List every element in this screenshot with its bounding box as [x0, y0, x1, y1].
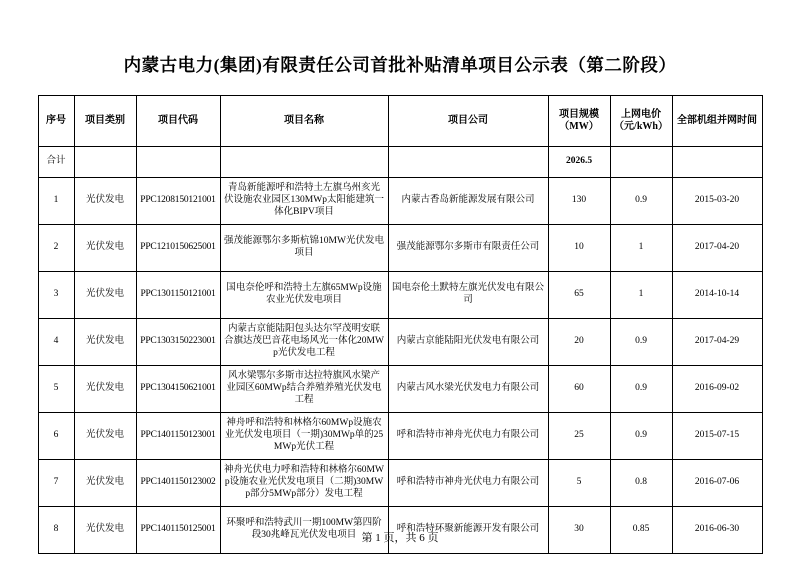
cell-price: 1	[610, 272, 672, 319]
cell-grid-date: 2016-09-02	[672, 366, 762, 413]
total-label: 合计	[38, 147, 74, 178]
column-header-name: 项目名称	[220, 96, 388, 147]
cell-seq: 8	[38, 507, 74, 554]
cell-scale: 30	[548, 507, 610, 554]
column-header-scale-main: 项目规模	[559, 108, 599, 120]
cell-code: PPC1210150625001	[136, 225, 220, 272]
cell-code: PPC1401150123002	[136, 460, 220, 507]
cell-company: 内蒙古京能陆阳光伏发电有限公司	[388, 319, 548, 366]
cell-company: 内蒙古香岛新能源发展有限公司	[388, 178, 548, 225]
cell-price: 0.9	[610, 178, 672, 225]
cell-category: 光伏发电	[74, 413, 136, 460]
cell-seq: 3	[38, 272, 74, 319]
table-row	[38, 460, 762, 507]
cell-code: PPC1301150121001	[136, 272, 220, 319]
cell-name: 风水梁鄂尔多斯市达拉特旗风水梁产业园区60MWp结合养殖养殖光伏发电工程	[220, 366, 388, 413]
cell-price: 0.9	[610, 366, 672, 413]
table-row	[38, 178, 762, 225]
table-row	[38, 366, 762, 413]
cell-grid-date: 2017-04-29	[672, 319, 762, 366]
cell-scale: 130	[548, 178, 610, 225]
cell-category: 光伏发电	[74, 272, 136, 319]
cell-name: 强茂能源鄂尔多斯杭锦10MW光伏发电项目	[220, 225, 388, 272]
cell-company: 呼和浩特市神舟光伏电力有限公司	[388, 460, 548, 507]
cell-price: 0.9	[610, 319, 672, 366]
cell-price: 0.85	[610, 507, 672, 554]
cell-price: 0.8	[610, 460, 672, 507]
cell-seq: 4	[38, 319, 74, 366]
cell-seq: 1	[38, 178, 74, 225]
cell-price: 0.9	[610, 413, 672, 460]
cell-name: 青岛新能源呼和浩特土左旗乌州亥光伏设施农业园区130MWp太阳能建筑一体化BIPV项目	[220, 178, 388, 225]
cell-code: PPC1208150121001	[136, 178, 220, 225]
cell-seq: 6	[38, 413, 74, 460]
table-header-row	[38, 96, 762, 147]
cell-price: 1	[610, 225, 672, 272]
cell-seq: 5	[38, 366, 74, 413]
page-title: 内蒙古电力(集团)有限责任公司首批补贴清单项目公示表（第二阶段）	[123, 55, 677, 75]
cell-grid-date: 2016-07-06	[672, 460, 762, 507]
cell-code: PPC1304150621001	[136, 366, 220, 413]
cell-code: PPC1401150125001	[136, 507, 220, 554]
cell-code: PPC1401150123001	[136, 413, 220, 460]
cell-name: 神舟光伏电力呼和浩特和林格尔60MWp设施农业光伏发电项目（二期)30MWp部分5MWp部分）发电工程	[220, 460, 388, 507]
cell-name: 国电奈伦呼和浩特土左旗65MWp设施农业光伏发电项目	[220, 272, 388, 319]
cell-code: PPC1303150223001	[136, 319, 220, 366]
cell-scale: 25	[548, 413, 610, 460]
column-header-scale	[548, 96, 610, 147]
table-body	[38, 147, 762, 554]
table-row	[38, 319, 762, 366]
column-header-scale-unit: （MW）	[559, 121, 599, 132]
cell-company: 强茂能源鄂尔多斯市有限责任公司	[388, 225, 548, 272]
column-header-grid-date: 全部机组并网时间	[672, 96, 762, 147]
cell-company: 内蒙古风水梁光伏发电力有限公司	[388, 366, 548, 413]
column-header-code: 项目代码	[136, 96, 220, 147]
cell-grid-date: 2015-03-20	[672, 178, 762, 225]
cell-category: 光伏发电	[74, 366, 136, 413]
cell-company: 呼和浩特市神舟光伏电力有限公司	[388, 413, 548, 460]
cell-category: 光伏发电	[74, 460, 136, 507]
cell-seq: 7	[38, 460, 74, 507]
total-grid-date	[672, 147, 762, 178]
cell-name: 内蒙古京能陆阳包头达尔罕茂明安联合旗达茂巴音花电场风光一体化20MWp光伏发电工程	[220, 319, 388, 366]
total-category	[74, 147, 136, 178]
total-scale: 2026.5	[548, 147, 610, 178]
cell-category: 光伏发电	[74, 178, 136, 225]
column-header-price-main: 上网电价	[621, 108, 661, 120]
cell-name: 环聚呼和浩特武川一期100MW第四阶段30兆峰瓦光伏发电项目	[220, 507, 388, 554]
cell-company: 呼和浩特环聚新能源开发有限公司	[388, 507, 548, 554]
cell-scale: 20	[548, 319, 610, 366]
total-name	[220, 147, 388, 178]
cell-scale: 5	[548, 460, 610, 507]
total-code	[136, 147, 220, 178]
table-row	[38, 225, 762, 272]
table-row	[38, 413, 762, 460]
cell-category: 光伏发电	[74, 225, 136, 272]
total-price	[610, 147, 672, 178]
cell-grid-date: 2014-10-14	[672, 272, 762, 319]
table-row-total	[38, 147, 762, 178]
project-table	[38, 95, 763, 554]
column-header-company: 项目公司	[388, 96, 548, 147]
page-footer: 第 1 页，共 6 页	[361, 532, 439, 544]
total-company	[388, 147, 548, 178]
table-row	[38, 272, 762, 319]
cell-category: 光伏发电	[74, 319, 136, 366]
cell-scale: 60	[548, 366, 610, 413]
column-header-category: 项目类别	[74, 96, 136, 147]
cell-category: 光伏发电	[74, 507, 136, 554]
cell-grid-date: 2017-04-20	[672, 225, 762, 272]
column-header-price	[610, 96, 672, 147]
cell-grid-date: 2016-06-30	[672, 507, 762, 554]
cell-company: 国电奈伦土默特左旗光伏发电有限公司	[388, 272, 548, 319]
column-header-seq: 序号	[38, 96, 74, 147]
cell-scale: 65	[548, 272, 610, 319]
cell-grid-date: 2015-07-15	[672, 413, 762, 460]
column-header-price-unit: （元/kWh）	[614, 121, 668, 132]
cell-name: 神舟呼和浩特和林格尔60MWp设施农业光伏发电项目（一期)30MWp单的25MWp光伏工程	[220, 413, 388, 460]
cell-seq: 2	[38, 225, 74, 272]
cell-scale: 10	[548, 225, 610, 272]
table-header	[38, 96, 762, 147]
